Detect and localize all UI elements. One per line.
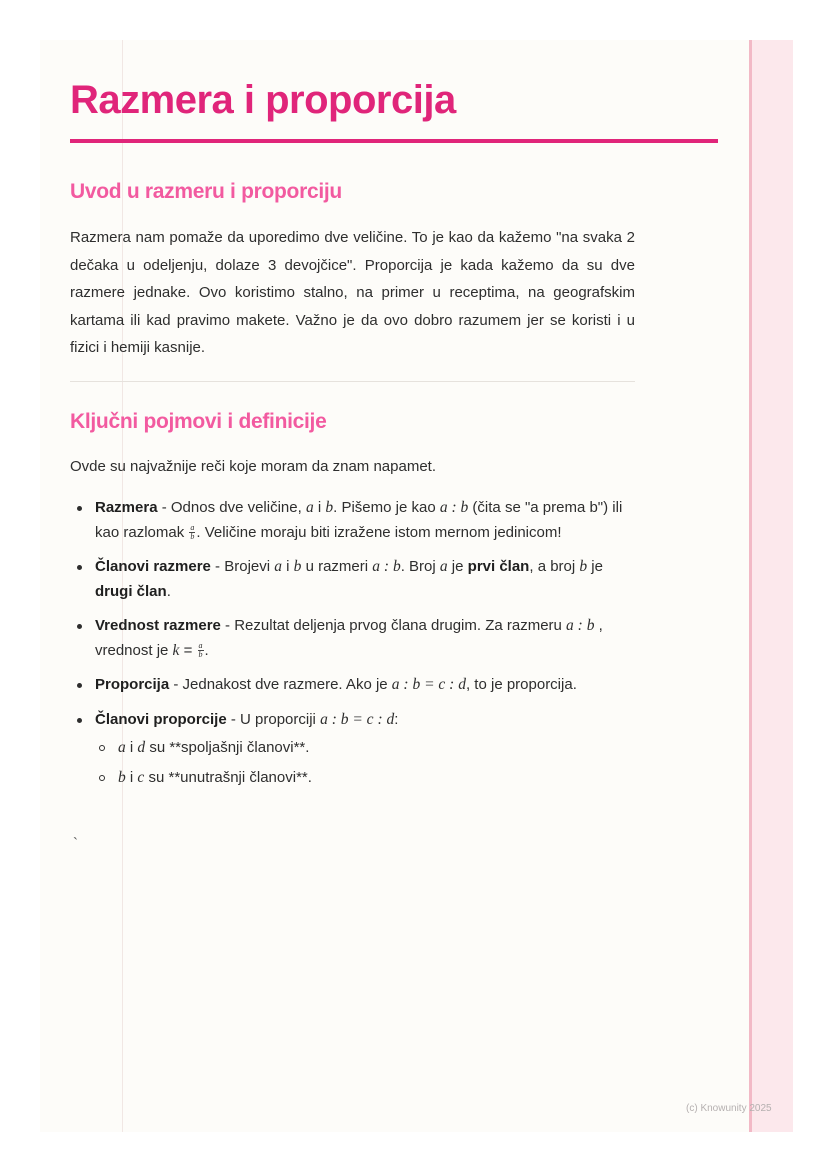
math-symbol: a	[439, 558, 448, 575]
definition-text: i	[313, 499, 326, 516]
definition-text: - U proporciji	[226, 710, 321, 728]
definition-text: .	[166, 582, 171, 600]
definition-text: - Brojevi	[210, 558, 275, 575]
definition-text: , a broj	[529, 558, 580, 575]
definition-text: .	[204, 641, 209, 659]
section-heading-intro: Uvod u razmeru i proporciju	[70, 180, 342, 203]
sub-list-item	[95, 766, 640, 790]
math-expression: a : b = c : d	[391, 676, 466, 693]
math-symbol: a	[274, 558, 282, 575]
definition-item	[70, 673, 640, 698]
fraction	[189, 524, 195, 541]
footer-copyright: (c) Knowunity 2025	[686, 1103, 772, 1114]
definition-term: Vrednost razmere	[95, 617, 221, 634]
math-expression: a : b	[566, 617, 595, 634]
emphasis-text: prvi član	[467, 558, 530, 575]
intro-paragraph: Razmera nam pomaže da uporedimo dve veličine. To je kao da kažemo "na svaka 2 dečaka u odeljenju, dolaze 3 devojčice". Proporcija je kada kažemo da su dve razmere jednake. Ovo koristimo stalno, na primer u receptima, na geografskim kartama ili kad pravimo makete. Važno je da ovo dobro razumem jer se koristi i u fizici i hemiji kasnije.	[70, 229, 635, 356]
math-expression: a : b	[439, 499, 469, 516]
definition-term: Članovi proporcije	[95, 710, 227, 728]
definition-text: su **unutrašnji članovi**.	[144, 769, 312, 786]
definition-item	[70, 614, 640, 663]
definition-text: su **spoljašnji članovi**.	[145, 739, 310, 756]
definition-text: - Odnos dve veličine,	[157, 499, 306, 516]
math-symbol: b	[118, 769, 126, 786]
title-underline	[70, 139, 718, 143]
definition-text: :	[394, 710, 399, 728]
math-symbol: c	[137, 769, 145, 786]
math-symbol: d	[137, 739, 146, 756]
definition-text: - Jednakost dve razmere. Ako je	[169, 676, 392, 693]
definition-text: , vrednost je	[95, 617, 603, 659]
definition-text: , to je proporcija.	[465, 676, 577, 693]
math-symbol: k	[172, 641, 180, 659]
definition-text: je	[587, 558, 603, 575]
definition-text: (čita se "a prema b") ili kao razlomak	[95, 499, 623, 541]
fraction	[198, 642, 204, 659]
definition-term: Razmera	[95, 499, 158, 516]
definition-text: - Rezultat deljenja prvog člana drugim. Za razmeru	[220, 617, 567, 634]
math-symbol: a	[305, 499, 314, 516]
fraction-numerator: a	[198, 641, 203, 651]
section-heading-definitions: Ključni pojmovi i definicije	[70, 410, 327, 433]
section-divider	[70, 381, 635, 382]
fraction-denominator: b	[190, 532, 195, 542]
right-margin-band	[749, 40, 793, 1132]
emphasis-text: drugi član	[95, 582, 167, 600]
definition-text: i	[282, 558, 294, 575]
definition-text: i	[125, 769, 138, 786]
definition-text: u razmeri	[301, 558, 373, 575]
math-expression: a : b = c : d	[320, 710, 395, 728]
definition-text: je	[447, 558, 468, 575]
sub-list	[95, 736, 640, 790]
definition-item	[70, 708, 640, 791]
fraction-denominator: b	[198, 650, 203, 660]
definition-text: =	[179, 641, 197, 659]
math-expression: a : b	[372, 558, 401, 575]
definitions-list	[70, 496, 640, 800]
page-title: Razmera i proporcija	[70, 78, 456, 122]
math-symbol: b	[325, 499, 334, 516]
page-sheet	[40, 40, 790, 1132]
fraction-numerator: a	[190, 523, 195, 533]
definition-text: . Broj	[400, 558, 440, 575]
definition-term: Članovi razmere	[95, 558, 211, 575]
definition-item	[70, 555, 640, 604]
math-symbol: a	[118, 739, 126, 756]
definition-text: . Pišemo je kao	[333, 499, 440, 516]
stray-mark: `	[73, 835, 78, 852]
definition-text: . Veličine moraju biti izražene istom mernom jedinicom!	[196, 523, 562, 541]
sub-list-item	[95, 736, 640, 760]
definition-item	[70, 496, 640, 545]
definitions-lead: Ovde su najvažnije reči koje moram da znam napamet.	[70, 458, 437, 475]
definition-term: Proporcija	[95, 676, 170, 693]
math-symbol: b	[579, 558, 588, 575]
math-symbol: b	[293, 558, 302, 575]
definition-text: i	[125, 739, 138, 756]
